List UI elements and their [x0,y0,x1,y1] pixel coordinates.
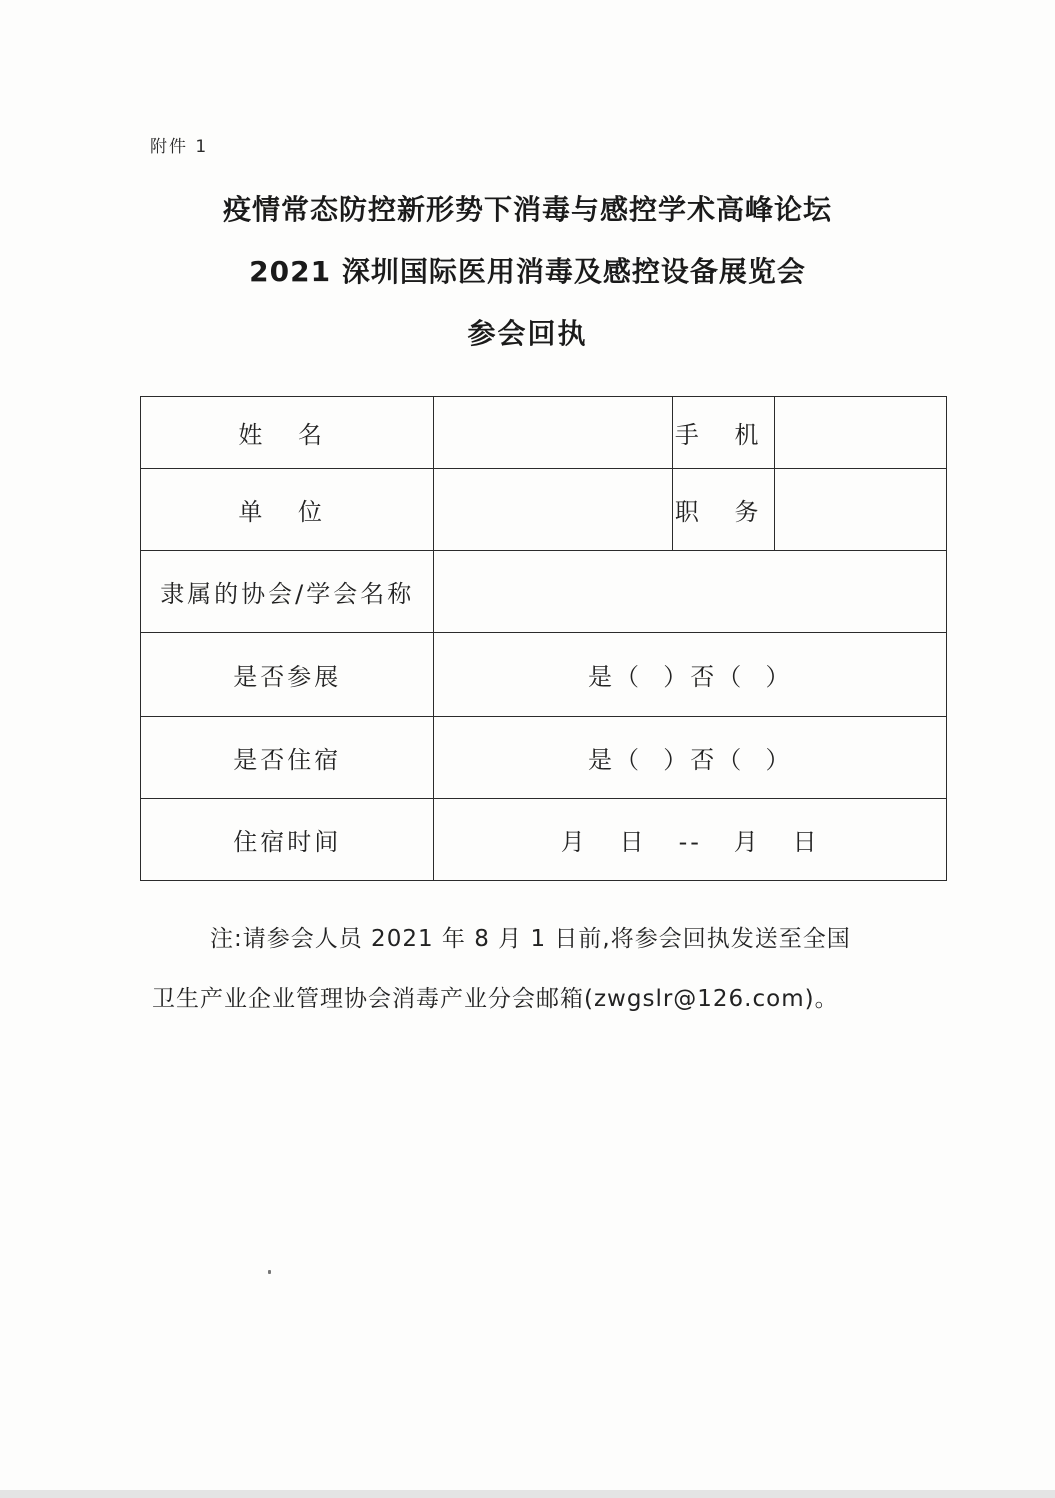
lodging-time-field[interactable]: 月 日 -- 月 日 [434,799,947,881]
mobile-field[interactable] [775,397,947,469]
exhibit-options[interactable]: 是（ ）否（ ） [434,633,947,717]
table-row [141,469,947,551]
title-line-3: 参会回执 [467,317,588,350]
table-row [141,633,947,717]
table-row [141,551,947,633]
association-field[interactable] [434,551,947,633]
table-row [141,397,947,469]
unit-label: 单 位 [141,469,434,551]
mobile-label: 手 机 [673,397,775,469]
lodging-time-label: 住宿时间 [141,799,434,881]
lodging-label: 是否住宿 [141,717,434,799]
name-field[interactable] [434,397,673,469]
scan-edge [0,1490,1055,1498]
name-label: 姓 名 [141,397,434,469]
note-line-1: 注:请参会人员 2021 年 8 月 1 日前,将参会回执发送至全国 [210,926,851,952]
lodging-options[interactable]: 是（ ）否（ ） [434,717,947,799]
note-line-2: 卫生产业企业管理协会消毒产业分会邮箱(zwgslr@126.com)。 [152,986,839,1012]
table-row [141,799,947,881]
registration-form-table [140,396,947,881]
scan-speck [268,1270,271,1274]
unit-field[interactable] [434,469,673,551]
association-label: 隶属的协会/学会名称 [141,551,434,633]
position-field[interactable] [775,469,947,551]
table-row [141,717,947,799]
title-line-1: 疫情常态防控新形势下消毒与感控学术高峰论坛 [222,193,832,226]
exhibit-label: 是否参展 [141,633,434,717]
title-line-2: 2021 深圳国际医用消毒及感控设备展览会 [249,255,806,288]
position-label: 职 务 [673,469,775,551]
attachment-label: 附件 1 [150,137,209,157]
